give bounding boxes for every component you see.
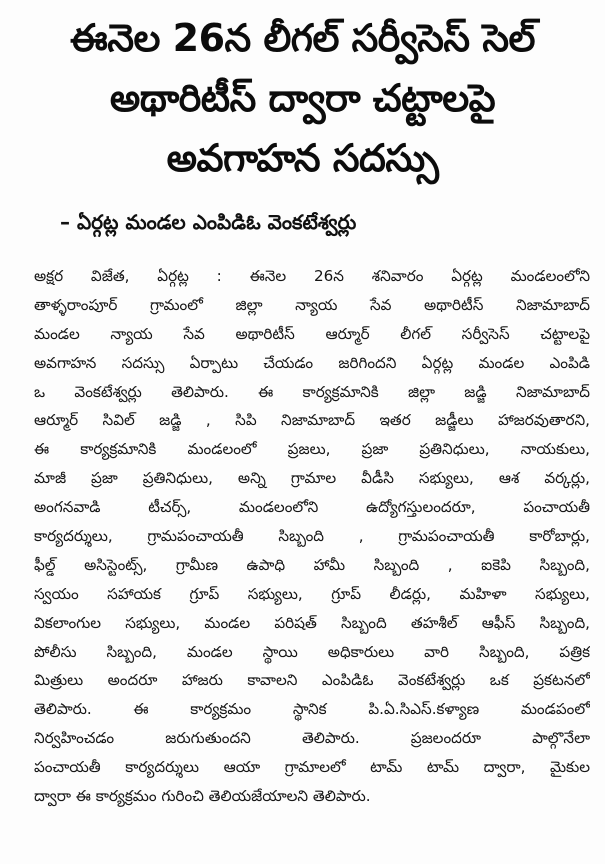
body-line: మిత్రులు అందరూ హాజరు కావాలని ఎంపిడిఓ వెంకటేశ్వర్లు ఒక ప్రకటనలో <box>34 671 590 690</box>
body-line: ఒ వెంకటేశ్వర్లు తెలిపారు. ఈ కార్యక్రమానికి జిల్లా జడ్జి నిజామాబాద్ <box>34 382 590 401</box>
headline <box>6 8 599 198</box>
body-line: పోలీసు సిబ్బంది, మండల స్థాయి అధికారులు వారి సిబ్బంది, పత్రిక <box>34 642 590 661</box>
headline-line: ఈనెల 26న లీగల్ సర్వీసెస్ సెల్ <box>70 16 535 60</box>
body-line: అవగాహన సదస్సు ఏర్పాటు చేయడం జరిగిందని ఏర్గట్ల మండల ఎంపిడి <box>34 353 590 372</box>
body-line: ద్వారా ఈ కార్యక్రమం గురించి తెలియజేయాలని తెలిపారు. <box>34 787 371 806</box>
body-line: తెలిపారు. ఈ కార్యక్రమం స్థానిక పి.ఏ.సిఎస్.కళ్యాణ మండపంలో <box>34 700 590 719</box>
article-body <box>34 262 590 811</box>
body-line: ఫీల్డ్ అసిస్టెంట్స్, గ్రామీణ ఉపాధి హామీ సిబ్బంది , ఐకెపి సిబ్బంది, <box>34 555 590 574</box>
body-line: మాజీ ప్రజా ప్రతినిధులు, అన్ని గ్రామాల వీడీసి సభ్యులు, ఆశ వర్కర్లు, <box>34 469 590 488</box>
byline: – ఏర్గట్ల మండల ఎంపిడిఓ వెంకటేశ్వర్లు <box>60 210 357 234</box>
body-line: పంచాయతీ కార్యదర్శులు ఆయా గ్రామాలలో టామ్ టామ్ ద్వారా, మైకుల <box>34 758 590 777</box>
body-line: తాళ్ళరాంపూర్ గ్రామంలో జిల్లా న్యాయ సేవ అథారిటీస్ నిజామాబాద్ <box>34 295 590 314</box>
body-line: మండల న్యాయ సేవ అథారిటీస్ ఆర్మూర్ లీగల్ సర్వీసెస్ చట్టాలపై <box>34 324 590 343</box>
body-line: అంగనవాడి టీచర్స్, మండలంలోని ఉద్యోగస్తులందరూ, పంచాయతీ <box>34 498 590 517</box>
body-line: వికలాంగుల సభ్యులు, మండల పరిషత్ సిబ్బంది తహశీల్ ఆఫీస్ సిబ్బంది, <box>34 613 590 632</box>
body-line: స్వయం సహాయక గ్రూప్ సభ్యులు, గ్రూప్ లీడర్లు, మహిళా సభ్యులు, <box>34 584 590 603</box>
headline-line: అథారిటీస్ ద్వారా చట్టాలపై <box>109 76 496 120</box>
body-line: అక్షర విజేత, ఏర్గట్ల : ఈనెల 26న శనివారం ఏర్గట్ల మండలంలోని <box>34 267 590 285</box>
headline-line: అవగాహన సదస్సు <box>166 136 439 180</box>
body-line: ఈ కార్యక్రమానికి మండలంలో ప్రజలు, ప్రజా ప్రతినిధులు, నాయకులు, <box>34 440 590 459</box>
body-line: కార్యదర్శులు, గ్రామపంచాయతీ సిబ్బంది , గ్రామపంచాయతీ కారోబార్లు, <box>34 527 590 546</box>
body-line: నిర్వహించడం జరుగుతుందని తెలిపారు. ప్రజలందరూ పాల్గొనేలా <box>34 729 590 748</box>
body-line: ఆర్మూర్ సివిల్ జడ్జి , సిపి నిజామాబాద్ ఇతర జడ్జీలు హాజరవుతారని, <box>34 411 590 430</box>
